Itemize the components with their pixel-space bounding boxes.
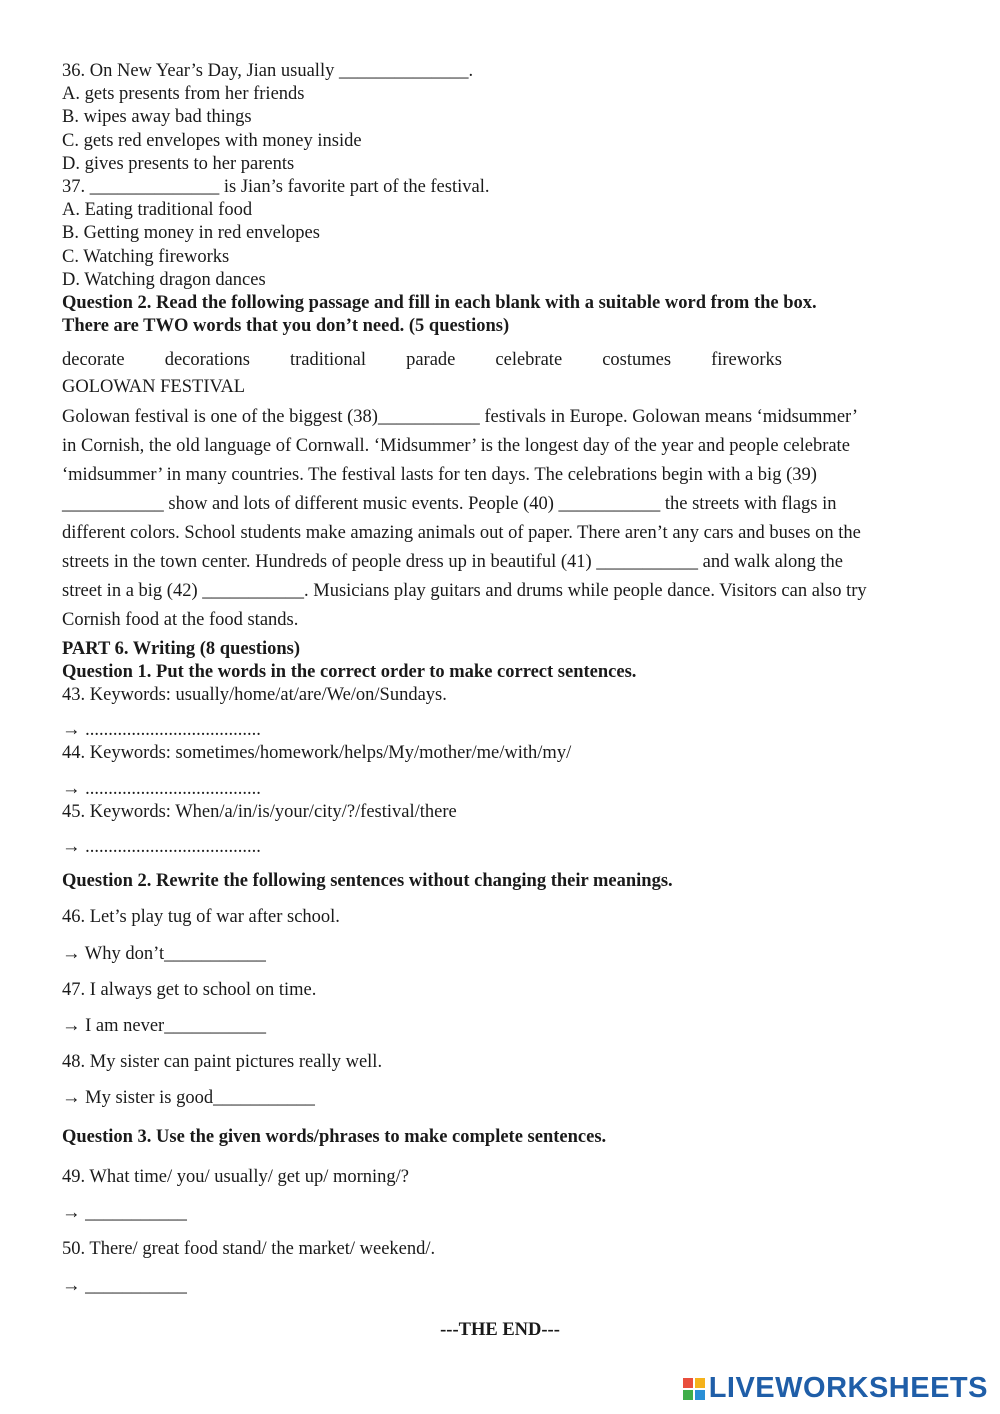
q46-sentence: 46. Let’s play tug of war after school.	[62, 907, 340, 928]
q36-option-c: C. gets red envelopes with money inside	[62, 130, 362, 151]
q37-option-a: A. Eating traditional food	[62, 200, 253, 221]
part6-question3-heading: Question 3. Use the given words/phrases to make complete sentences.	[62, 1126, 607, 1147]
q36-option-b: B. wipes away bad things	[62, 107, 252, 128]
q47-answer[interactable]: → I am never___________	[62, 1016, 266, 1037]
passage-line: street in a big (42) ___________. Musicians play guitars and drums while people dance. Visitors can also try	[62, 580, 867, 601]
q37-option-b: B. Getting money in red envelopes	[62, 223, 320, 244]
passage-line: Cornish food at the food stands.	[62, 609, 299, 630]
word-box-item: decorations	[164, 350, 250, 371]
passage-line: ___________ show and lots of different music events. People (40) ___________ the streets with flags in	[62, 493, 837, 514]
liveworksheets-logo	[683, 1372, 988, 1405]
q43-answer-line[interactable]: → ......................................	[62, 720, 261, 741]
logo-square-green	[683, 1390, 693, 1400]
word-box-item: parade	[406, 350, 456, 371]
question2-heading-line2: There are TWO words that you don’t need. (5 questions)	[62, 316, 510, 337]
q44-keywords: 44. Keywords: sometimes/homework/helps/My/mother/me/with/my/	[62, 743, 572, 764]
q45-answer-line[interactable]: → ......................................	[62, 837, 261, 858]
passage-line: ‘midsummer’ in many countries. The festival lasts for ten days. The celebrations begin with a big (39)	[62, 464, 817, 485]
q37-option-d: D. Watching dragon dances	[62, 269, 266, 290]
logo-square-blue	[695, 1390, 705, 1400]
word-box-item: fireworks	[711, 350, 782, 371]
q50-prompt: 50. There/ great food stand/ the market/ weekend/.	[62, 1239, 436, 1260]
passage-line: Golowan festival is one of the biggest (38)___________ festivals in Europe. Golowan means ‘midsummer’	[62, 406, 859, 427]
q47-sentence: 47. I always get to school on time.	[62, 979, 317, 1000]
q36-stem: 36. On New Year’s Day, Jian usually ______________.	[62, 61, 474, 81]
q37-stem: 37. ______________ is Jian’s favorite part of the festival.	[62, 177, 490, 198]
q46-answer[interactable]: → Why don’t___________	[62, 943, 266, 964]
passage-line: different colors. School students make amazing animals out of paper. There aren’t any cars and buses on the	[62, 522, 861, 543]
word-box	[62, 348, 782, 372]
q48-answer[interactable]: → My sister is good___________	[62, 1088, 315, 1109]
part6-question1-heading: Question 1. Put the words in the correct order to make correct sentences.	[62, 661, 637, 682]
q37-option-c: C. Watching fireworks	[62, 246, 230, 267]
logo-square-yellow	[695, 1378, 705, 1388]
passage-line: in Cornish, the old language of Cornwall. ‘Midsummer’ is the longest day of the year and people celebrate	[62, 435, 850, 456]
passage-title: GOLOWAN FESTIVAL	[62, 377, 246, 398]
word-box-item: traditional	[290, 350, 367, 371]
q44-answer-line[interactable]: → ......................................	[62, 778, 261, 799]
question2-heading-line1: Question 2. Read the following passage and fill in each blank with a suitable word from the box.	[62, 293, 817, 314]
q36-option-d: D. gives presents to her parents	[62, 153, 295, 174]
q45-keywords: 45. Keywords: When/a/in/is/your/city/?/festival/there	[62, 801, 457, 822]
passage-line: streets in the town center. Hundreds of people dress up in beautiful (41) ___________ and walk along the	[62, 551, 843, 572]
q43-keywords: 43. Keywords: usually/home/at/are/We/on/Sundays.	[62, 685, 447, 706]
liveworksheets-wordmark: LIVEWORKSHEETS	[708, 1372, 988, 1404]
q50-answer[interactable]: → ___________	[62, 1275, 187, 1296]
liveworksheets-icon	[683, 1378, 705, 1400]
part6-question2-heading: Question 2. Rewrite the following sentences without changing their meanings.	[62, 871, 673, 892]
q36-option-a: A. gets presents from her friends	[62, 84, 305, 105]
passage-body	[62, 403, 940, 635]
part6-heading: PART 6. Writing (8 questions)	[62, 638, 300, 659]
q48-sentence: 48. My sister can paint pictures really well.	[62, 1052, 383, 1073]
q49-prompt: 49. What time/ you/ usually/ get up/ morning/?	[62, 1166, 410, 1187]
word-box-item: celebrate	[495, 350, 563, 371]
worksheet-page	[62, 60, 942, 1298]
word-box-item: costumes	[602, 350, 672, 371]
end-marker: ---THE END---	[440, 1320, 560, 1340]
logo-square-red	[683, 1378, 693, 1388]
q49-answer[interactable]: → ___________	[62, 1203, 187, 1224]
word-box-item: decorate	[62, 350, 125, 371]
